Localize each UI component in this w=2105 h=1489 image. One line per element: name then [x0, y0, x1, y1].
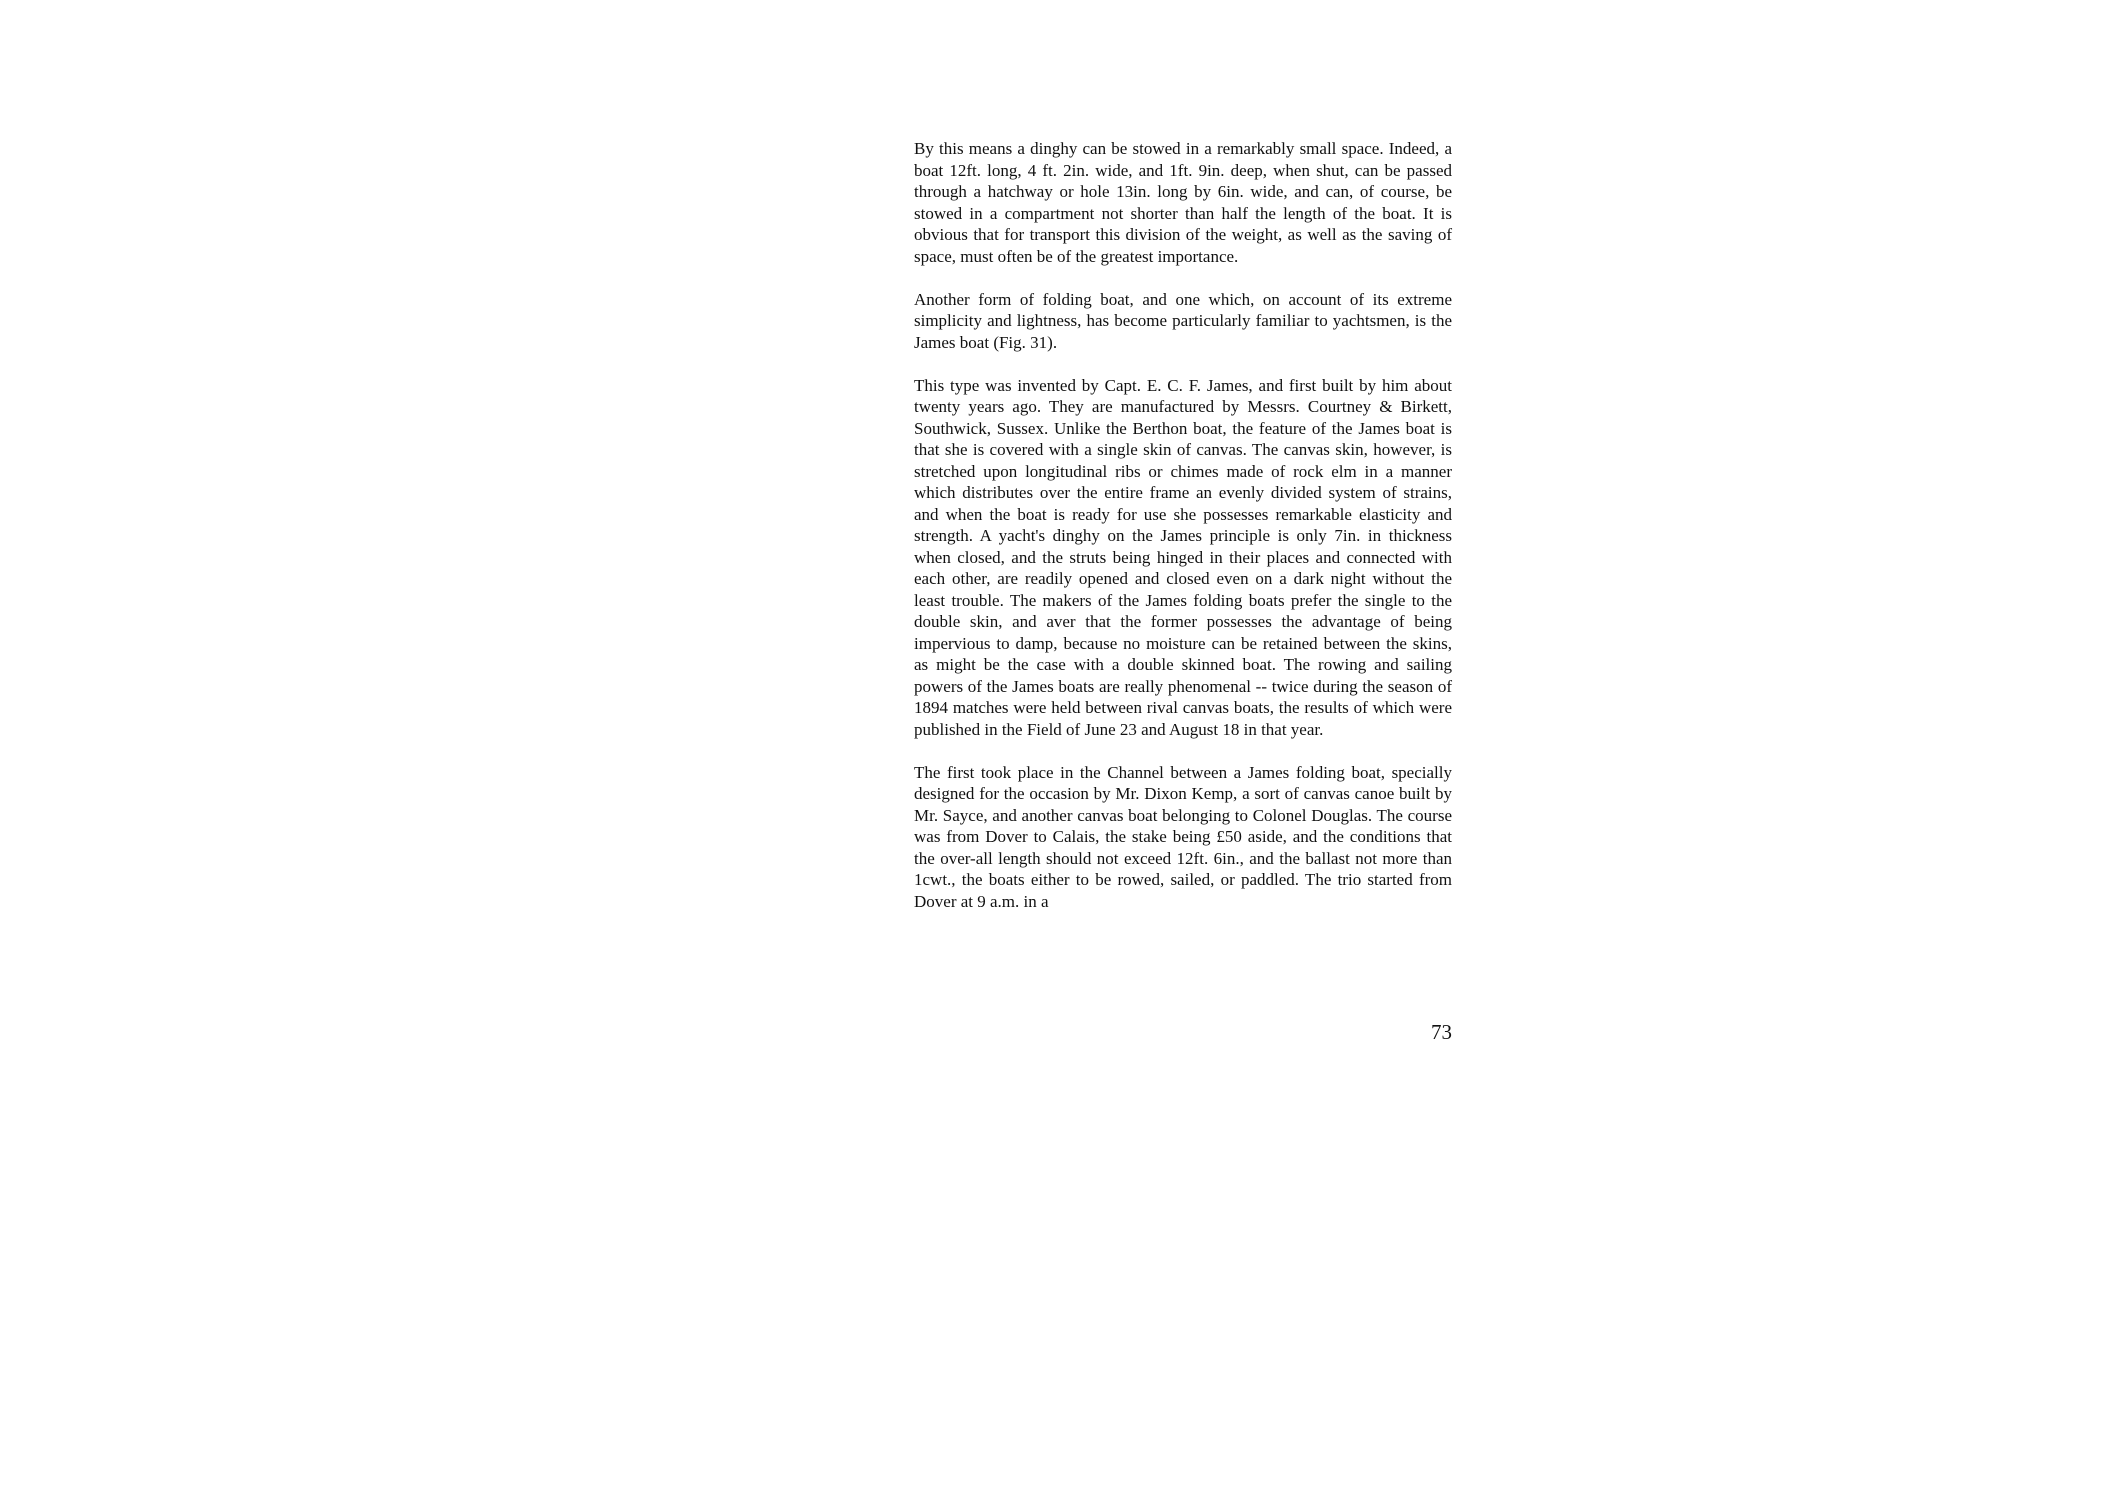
paragraph-2: Another form of folding boat, and one which, on account of its extreme simplicity and lightness, has become particularly familiar to yachtsmen, is the James boat (Fig. 31). — [914, 289, 1452, 352]
page-number: 73 — [1431, 1020, 1452, 1044]
paragraph-3: This type was invented by Capt. E. C. F. James, and first built by him about twenty years ago. They are manufactured by Messrs. Courtney & Birkett, Southwick, Sussex. Unlike the Berthon boat, the feature of the James boat is that she is covered with a single skin of canvas. The canvas skin, however, is stretched upon longitudinal ribs or chimes made of rock elm in a manner which distributes over the entire frame an evenly divided system of strains, and when the boat is ready for use she possesses remarkable elasticity and strength. A yacht's dinghy on the James principle is only 7in. in thickness when closed, and the struts being hinged in their places and connected with each other, are readily opened and closed even on a dark night without the least trouble. The makers of the James folding boats prefer the single to the double skin, and aver that the former possesses the advantage of being impervious to damp, because no moisture can be retained between the skins, as might be the case with a double skinned boat. The rowing and sailing powers of the James boats are really phenomenal -- twice during the season of 1894 matches were held between rival canvas boats, the results of which were published in the Field of June 23 and August 18 in that year. — [914, 375, 1452, 739]
paragraph-1: By this means a dinghy can be stowed in a remarkably small space. Indeed, a boat 12ft. long, 4 ft. 2in. wide, and 1ft. 9in. deep, when shut, can be passed through a hatchway or hole 13in. long by 6in. wide, and can, of course, be stowed in a compartment not shorter than half the length of the boat. It is obvious that for transport this division of the weight, as well as the saving of space, must often be of the greatest importance. — [914, 139, 1452, 266]
paragraph-4: The first took place in the Channel between a James folding boat, specially designed for the occasion by Mr. Dixon Kemp, a sort of canvas canoe built by Mr. Sayce, and another canvas boat belonging to Colonel Douglas. The course was from Dover to Calais, the stake being £50 aside, and the conditions that the over-all length should not exceed 12ft. 6in., and the ballast not more than 1cwt., the boats either to be rowed, sailed, or paddled. The trio started from Dover at 9 a.m. in a — [914, 762, 1452, 911]
body-text — [914, 138, 1452, 912]
